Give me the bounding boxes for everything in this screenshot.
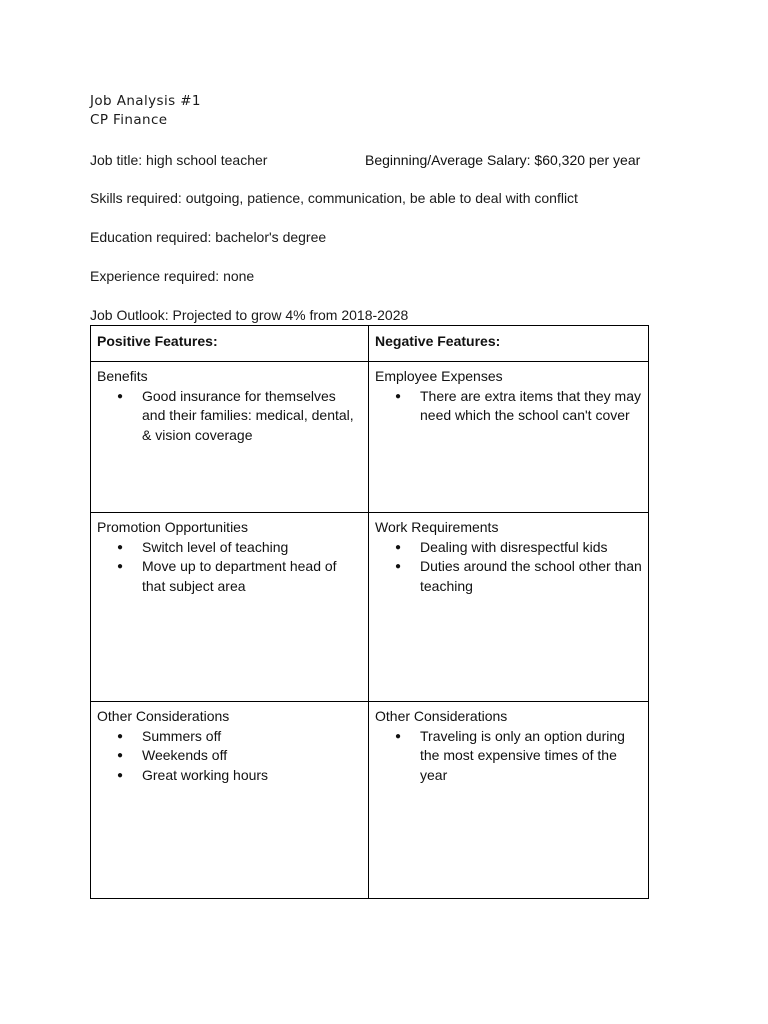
- course-name: CP Finance: [90, 112, 168, 128]
- document-title: Job Analysis #1: [90, 93, 201, 109]
- list-item: ● Traveling is only an option during the most expensive times of the year: [395, 727, 642, 786]
- cell-title: Employee Expenses: [375, 368, 503, 384]
- negative-cell-other: [369, 702, 649, 899]
- education-line: Education required: bachelor's degree: [90, 229, 327, 245]
- negative-features-header: Negative Features:: [369, 326, 649, 362]
- features-table: [90, 325, 649, 899]
- list-item: ● Summers off: [117, 727, 362, 747]
- cell-title: Other Considerations: [97, 708, 230, 724]
- list-item: ● Great working hours: [117, 766, 362, 786]
- list-item: ● There are extra items that they may need which the school can't cover: [395, 387, 642, 426]
- bullet-list: [97, 727, 362, 786]
- negative-cell-work-requirements: [369, 513, 649, 702]
- salary-line: Beginning/Average Salary: $60,320 per year: [365, 152, 641, 168]
- list-item: ● Dealing with disrespectful kids: [395, 538, 642, 558]
- experience-line: Experience required: none: [90, 268, 255, 284]
- list-item: ● Weekends off: [117, 746, 362, 766]
- positive-cell-benefits: [91, 362, 369, 513]
- list-item: ● Duties around the school other than teaching: [395, 557, 642, 596]
- positive-features-header: Positive Features:: [91, 326, 369, 362]
- positive-cell-other: [91, 702, 369, 899]
- negative-cell-expenses: [369, 362, 649, 513]
- bullet-list: [97, 387, 362, 446]
- cell-title: Work Requirements: [375, 519, 499, 535]
- table-row: [91, 702, 649, 899]
- list-item: ● Switch level of teaching: [117, 538, 362, 558]
- job-title-line: Job title: high school teacher: [90, 152, 268, 168]
- table-row: [91, 513, 649, 702]
- cell-title: Promotion Opportunities: [97, 519, 248, 535]
- cell-title: Other Considerations: [375, 708, 508, 724]
- skills-line: Skills required: outgoing, patience, communication, be able to deal with conflict: [90, 190, 578, 206]
- table-header-row: [91, 326, 649, 362]
- list-item: ● Move up to department head of that subject area: [117, 557, 362, 596]
- bullet-list: [375, 727, 642, 786]
- bullet-list: [375, 538, 642, 597]
- outlook-line: Job Outlook: Projected to grow 4% from 2018-2028: [90, 307, 409, 323]
- cell-title: Benefits: [97, 368, 148, 384]
- positive-cell-promotion: [91, 513, 369, 702]
- table-row: [91, 362, 649, 513]
- bullet-list: [97, 538, 362, 597]
- bullet-list: [375, 387, 642, 426]
- list-item: ● Good insurance for themselves and their families: medical, dental, & vision coverage: [117, 387, 362, 446]
